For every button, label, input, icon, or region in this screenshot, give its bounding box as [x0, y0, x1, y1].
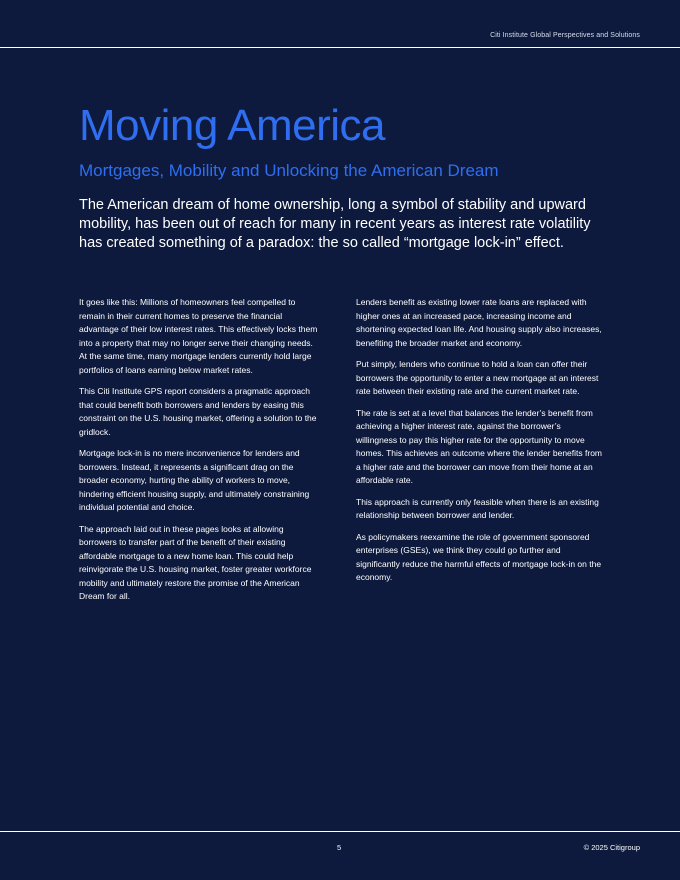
running-header: Citi Institute Global Perspectives and Solutions [490, 32, 640, 39]
left-column [79, 296, 322, 612]
body-paragraph: The rate is set at a level that balances the lender’s benefit from achieving a higher interest rate, against the borrower’s willingness to pay this higher rate for the opportunity to move homes. This achieves an outcome where the lender benefits from a higher rate and the borrower can move from their home at an affordable rate. [356, 407, 603, 485]
page-subtitle: Mortgages, Mobility and Unlocking the American Dream [79, 161, 499, 180]
body-paragraph: Mortgage lock-in is no mere inconvenience for lenders and borrowers. Instead, it represents a significant drag on the broader economy, hurting the ability of workers to move, hindering efficient housing supply, and ultimately constraining individual potential and choice. [79, 448, 310, 512]
body-paragraph: This approach is currently only feasible when there is an existing relationship between borrower and lender. [356, 496, 599, 520]
header-divider [0, 47, 680, 48]
right-column [356, 296, 604, 593]
body-paragraph: It goes like this: Millions of homeowners feel compelled to remain in their current homes to preserve the financial advantage of their low interest rates. This effectively locks them into a property that may no longer serve their changing needs. At the same time, many mortgage lenders currently hold large portfolios of loans earning below market rates. [79, 297, 318, 375]
page-number: 5 [337, 843, 342, 852]
page-title: Moving America [79, 101, 386, 150]
body-paragraph: The approach laid out in these pages looks at allowing borrowers to transfer part of the benefit of their existing affordable mortgage to a new home loan. This could help reinvigorate the U.S. housing market, foster greater workforce mobility and ultimately restore the promise of the American Dream for all. [79, 523, 312, 601]
body-paragraph: This Citi Institute GPS report considers a pragmatic approach that could benefit both borrowers and lenders by easing this constraint on the U.S. housing market, offering a solution to the gridlock. [79, 386, 317, 437]
body-paragraph: As policymakers reexamine the role of government sponsored enterprises (GSEs), we think they could go further and significantly reduce the harmful effects of mortgage lock-in on the economy. [356, 531, 602, 582]
copyright-notice: © 2025 Citigroup [583, 843, 640, 852]
footer-divider [0, 831, 680, 832]
intro-paragraph: The American dream of home ownership, long a symbol of stability and upward mobility, has been out of reach for many in recent years as interest rate volatility has created something of a paradox: the so called “mortgage lock-in” effect. [79, 197, 591, 251]
body-paragraph: Put simply, lenders who continue to hold a loan can offer their borrowers the opportunity to enter a new mortgage at an interest rate between their existing rate and the current market rate. [356, 359, 599, 396]
body-paragraph: Lenders benefit as existing lower rate loans are replaced with higher ones at an increased pace, increasing income and shortening expected loan life. And housing supply also increases, benefiting the broader market and economy. [356, 297, 602, 348]
